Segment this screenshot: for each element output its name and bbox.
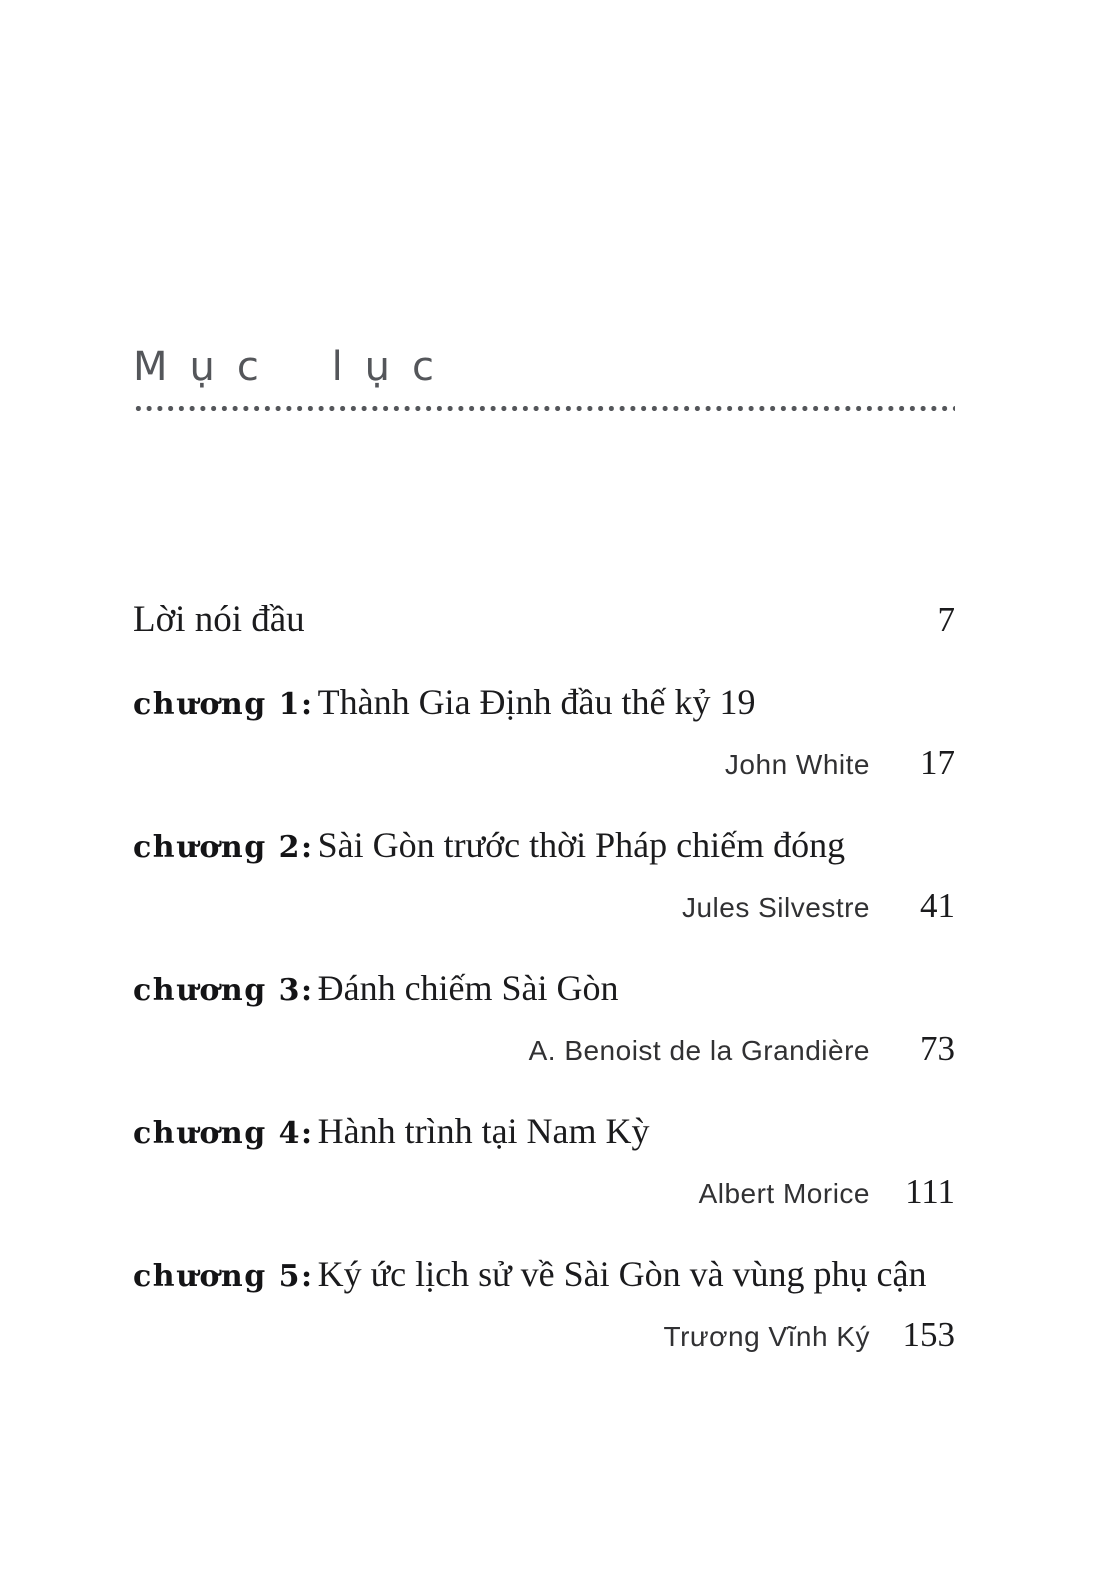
chapter-author: John White <box>724 749 870 780</box>
chapter-title: Thành Gia Định đầu thế kỷ 19 <box>317 682 756 722</box>
chapter-title: Ký ức lịch sử về Sài Gòn và vùng phụ cận <box>317 1254 927 1294</box>
toc-chapter-entry <box>133 822 955 929</box>
toc-chapter-entry <box>133 1251 955 1358</box>
chapter-label: chương 1: <box>133 687 314 722</box>
chapter-author-line <box>133 885 955 929</box>
toc-chapter-entry <box>133 1108 955 1215</box>
chapter-label: chương 2: <box>133 830 314 865</box>
chapter-page-number: 73 <box>920 1029 955 1068</box>
toc-chapter-list <box>133 679 955 1358</box>
chapter-title: Đánh chiếm Sài Gòn <box>317 968 619 1008</box>
chapter-title: Hành trình tại Nam Kỳ <box>317 1111 650 1151</box>
chapter-author: Albert Morice <box>698 1178 870 1209</box>
toc-content <box>133 0 955 1358</box>
chapter-title: Sài Gòn trước thời Pháp chiếm đóng <box>317 825 846 865</box>
dotted-divider <box>133 404 955 413</box>
chapter-title-line <box>133 1108 955 1162</box>
chapter-title-line <box>133 679 955 733</box>
chapter-title-line <box>133 822 955 876</box>
chapter-author-line <box>133 742 955 786</box>
chapter-author-line <box>133 1171 955 1215</box>
chapter-author: Trương Vĩnh Ký <box>663 1321 870 1352</box>
chapter-label: chương 3: <box>133 973 314 1008</box>
chapter-page-number: 41 <box>920 886 955 925</box>
chapter-title-line <box>133 1251 955 1305</box>
toc-chapter-entry <box>133 965 955 1072</box>
preface-page-number: 7 <box>937 600 955 639</box>
chapter-title-line <box>133 965 955 1019</box>
chapter-author-line <box>133 1028 955 1072</box>
chapter-page-number: 17 <box>920 743 955 782</box>
toc-chapter-entry <box>133 679 955 786</box>
chapter-page-number: 111 <box>905 1172 955 1211</box>
chapter-author: Jules Silvestre <box>681 892 870 923</box>
toc-entry-preface <box>133 597 955 643</box>
chapter-label: chương 4: <box>133 1116 314 1151</box>
chapter-author-line <box>133 1314 955 1358</box>
page-title: Mục lục <box>133 344 457 390</box>
chapter-page-number: 153 <box>902 1315 955 1354</box>
chapter-author: A. Benoist de la Grandière <box>528 1035 870 1066</box>
preface-label: Lời nói đầu <box>133 599 305 640</box>
chapter-label: chương 5: <box>133 1259 314 1294</box>
